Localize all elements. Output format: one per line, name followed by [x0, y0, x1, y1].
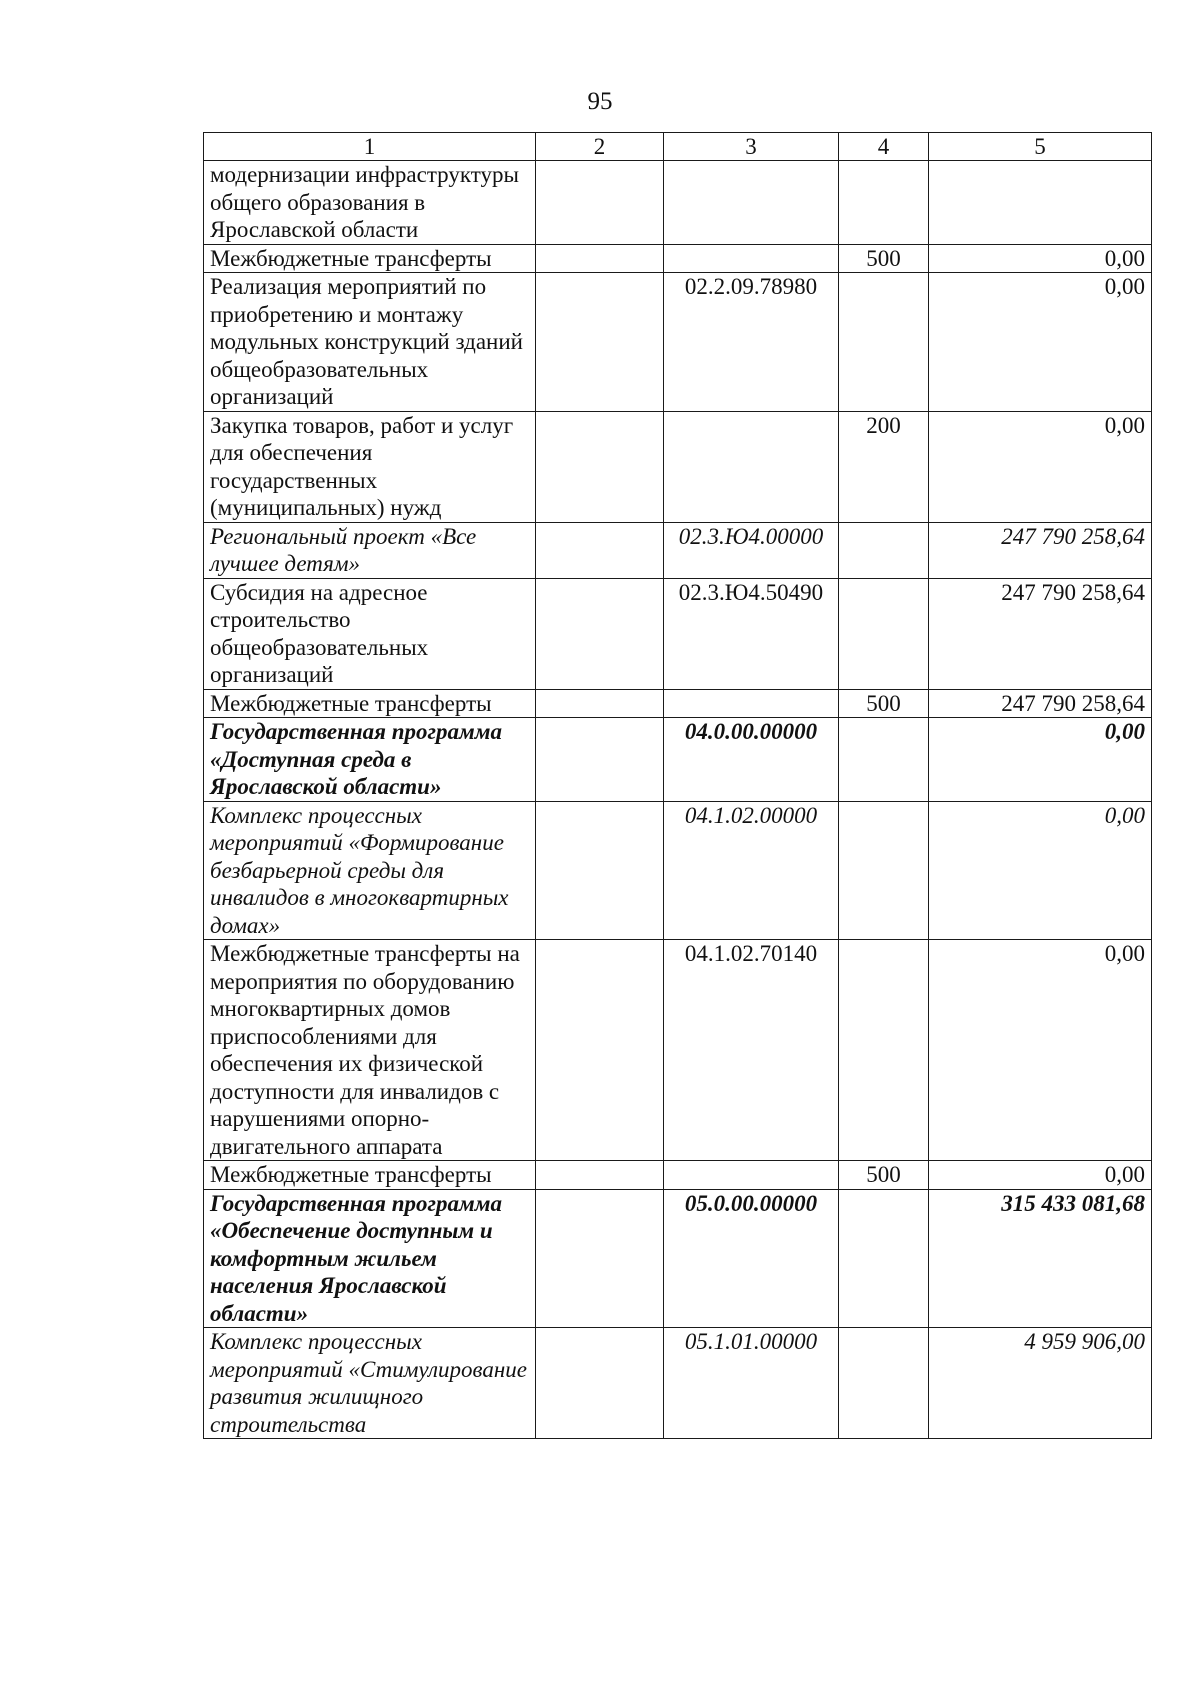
- row-expense-type: 500: [839, 689, 929, 718]
- row-code-2: [536, 522, 664, 578]
- page-number: 95: [587, 88, 613, 115]
- row-target-code: 02.2.09.78980: [664, 273, 839, 412]
- row-amount: 0,00: [929, 1161, 1152, 1190]
- row-target-code: 04.1.02.70140: [664, 940, 839, 1161]
- table-row: [204, 801, 1152, 940]
- table-row: [204, 1189, 1152, 1328]
- budget-table: [203, 132, 1152, 1439]
- table-row: [204, 411, 1152, 522]
- row-target-code: 05.1.01.00000: [664, 1328, 839, 1439]
- header-col-1: 1: [204, 133, 536, 161]
- row-amount: 247 790 258,64: [929, 522, 1152, 578]
- table-row: [204, 689, 1152, 718]
- row-code-2: [536, 1161, 664, 1190]
- row-expense-type: [839, 578, 929, 689]
- row-target-code: [664, 689, 839, 718]
- row-target-code: [664, 244, 839, 273]
- header-col-3: 3: [664, 133, 839, 161]
- table-row: [204, 522, 1152, 578]
- row-name: модернизации инфраструктуры общего образования в Ярославской области: [204, 161, 536, 245]
- table-row: [204, 578, 1152, 689]
- row-target-code: [664, 1161, 839, 1190]
- row-amount: 0,00: [929, 411, 1152, 522]
- row-name: Региональный проект «Все лучшее детям»: [204, 522, 536, 578]
- row-amount: 0,00: [929, 718, 1152, 802]
- table-row: [204, 244, 1152, 273]
- table-row: [204, 718, 1152, 802]
- row-target-code: [664, 411, 839, 522]
- row-target-code: 04.1.02.00000: [664, 801, 839, 940]
- row-name: Государственная программа «Доступная среда в Ярославской области»: [204, 718, 536, 802]
- row-name: Межбюджетные трансферты на мероприятия по оборудованию многоквартирных домов приспособлениями для обеспечения их физической доступности для инвалидов с нарушениями опорно-двигательного аппарата: [204, 940, 536, 1161]
- row-code-2: [536, 578, 664, 689]
- row-amount: 315 433 081,68: [929, 1189, 1152, 1328]
- row-code-2: [536, 273, 664, 412]
- table-row: [204, 940, 1152, 1161]
- row-expense-type: 200: [839, 411, 929, 522]
- table-row: [204, 273, 1152, 412]
- row-amount: 0,00: [929, 273, 1152, 412]
- row-name: Реализация мероприятий по приобретению и монтажу модульных конструкций зданий общеобразовательных организаций: [204, 273, 536, 412]
- row-expense-type: [839, 718, 929, 802]
- row-code-2: [536, 718, 664, 802]
- row-amount: 4 959 906,00: [929, 1328, 1152, 1439]
- row-expense-type: [839, 940, 929, 1161]
- row-amount: [929, 161, 1152, 245]
- row-expense-type: 500: [839, 244, 929, 273]
- row-amount: 247 790 258,64: [929, 578, 1152, 689]
- row-code-2: [536, 801, 664, 940]
- row-name: Государственная программа «Обеспечение доступным и комфортным жильем населения Ярославской области»: [204, 1189, 536, 1328]
- header-row: [204, 133, 1152, 161]
- row-name: Субсидия на адресное строительство общеобразовательных организаций: [204, 578, 536, 689]
- row-target-code: 02.3.Ю4.00000: [664, 522, 839, 578]
- header-col-2: 2: [536, 133, 664, 161]
- row-code-2: [536, 689, 664, 718]
- row-target-code: 05.0.00.00000: [664, 1189, 839, 1328]
- row-target-code: 02.3.Ю4.50490: [664, 578, 839, 689]
- row-code-2: [536, 1328, 664, 1439]
- row-name: Комплекс процессных мероприятий «Стимулирование развития жилищного строительства: [204, 1328, 536, 1439]
- row-name: Закупка товаров, работ и услуг для обеспечения государственных (муниципальных) нужд: [204, 411, 536, 522]
- row-name: Комплекс процессных мероприятий «Формирование безбарьерной среды для инвалидов в многоквартирных домах»: [204, 801, 536, 940]
- header-col-5: 5: [929, 133, 1152, 161]
- row-target-code: 04.0.00.00000: [664, 718, 839, 802]
- row-code-2: [536, 161, 664, 245]
- row-target-code: [664, 161, 839, 245]
- row-expense-type: [839, 273, 929, 412]
- row-expense-type: [839, 522, 929, 578]
- row-code-2: [536, 244, 664, 273]
- row-amount: 0,00: [929, 940, 1152, 1161]
- table-row: [204, 1328, 1152, 1439]
- row-code-2: [536, 411, 664, 522]
- header-col-4: 4: [839, 133, 929, 161]
- row-name: Межбюджетные трансферты: [204, 689, 536, 718]
- row-expense-type: [839, 161, 929, 245]
- row-code-2: [536, 1189, 664, 1328]
- table-header: [204, 133, 1152, 161]
- table-body: [204, 161, 1152, 1439]
- row-expense-type: 500: [839, 1161, 929, 1190]
- row-expense-type: [839, 1328, 929, 1439]
- row-name: Межбюджетные трансферты: [204, 244, 536, 273]
- table-row: [204, 161, 1152, 245]
- row-amount: 0,00: [929, 244, 1152, 273]
- table-row: [204, 1161, 1152, 1190]
- row-name: Межбюджетные трансферты: [204, 1161, 536, 1190]
- row-expense-type: [839, 1189, 929, 1328]
- row-expense-type: [839, 801, 929, 940]
- row-code-2: [536, 940, 664, 1161]
- row-amount: 0,00: [929, 801, 1152, 940]
- row-amount: 247 790 258,64: [929, 689, 1152, 718]
